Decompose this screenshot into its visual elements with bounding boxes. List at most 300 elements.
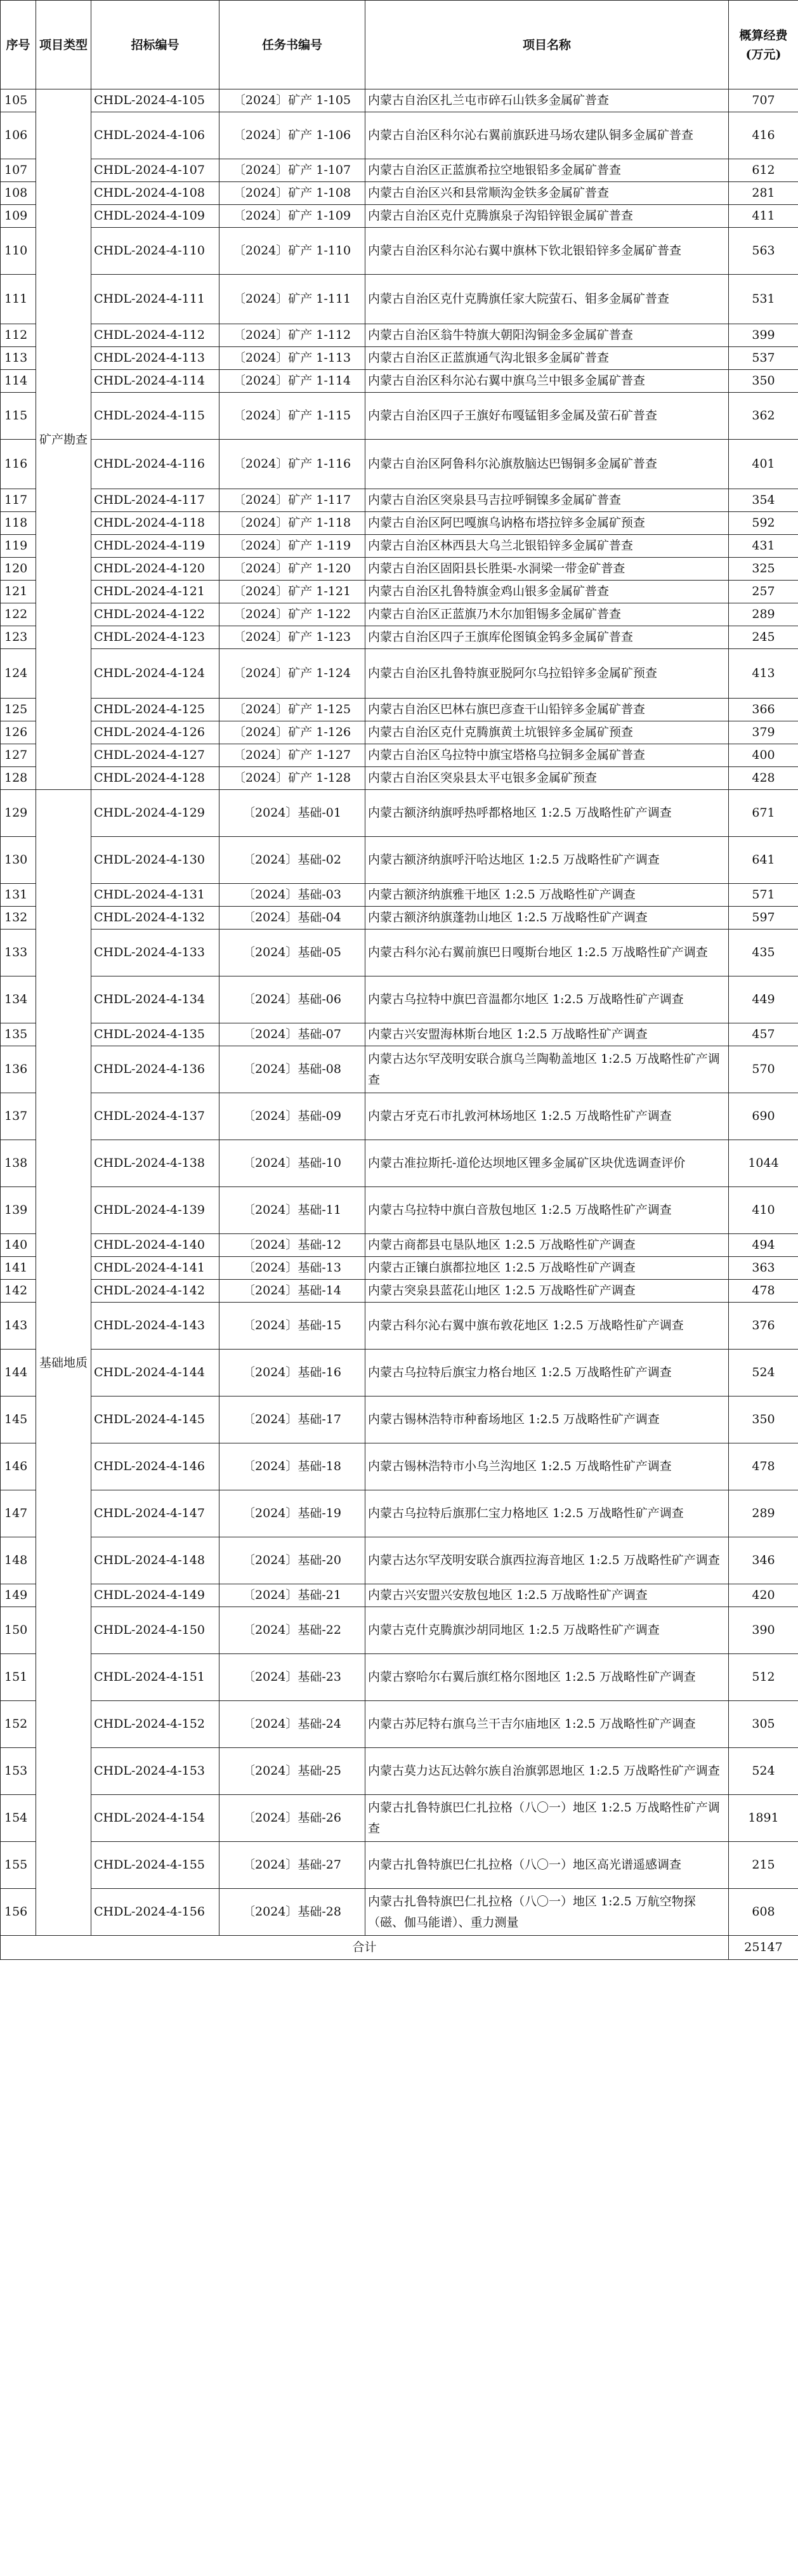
row-project-name: 内蒙古克什克腾旗沙胡同地区 1:2.5 万战略性矿产调查 (365, 1607, 729, 1654)
row-budget: 400 (729, 744, 798, 767)
row-task-number: 〔2024〕基础-12 (219, 1234, 365, 1257)
row-project-name: 内蒙古自治区固阳县长胜渠-水洞梁一带金矿普查 (365, 558, 729, 581)
row-task-number: 〔2024〕基础-09 (219, 1093, 365, 1140)
row-project-name: 内蒙古自治区克什克腾旗任家大院萤石、钼多金属矿普查 (365, 275, 729, 324)
row-budget: 350 (729, 1396, 798, 1443)
row-budget: 1044 (729, 1140, 798, 1187)
row-task-number: 〔2024〕矿产 1-119 (219, 535, 365, 558)
row-bid-number: CHDL-2024-4-118 (91, 512, 219, 535)
row-seq: 111 (1, 275, 36, 324)
row-seq: 130 (1, 837, 36, 884)
row-task-number: 〔2024〕基础-27 (219, 1842, 365, 1889)
row-budget: 563 (729, 228, 798, 275)
row-task-number: 〔2024〕矿产 1-128 (219, 767, 365, 790)
row-budget: 413 (729, 649, 798, 699)
row-project-name: 内蒙古额济纳旗雅干地区 1:2.5 万战略性矿产调查 (365, 884, 729, 907)
row-seq: 150 (1, 1607, 36, 1654)
row-bid-number: CHDL-2024-4-138 (91, 1140, 219, 1187)
row-task-number: 〔2024〕基础-11 (219, 1187, 365, 1234)
table-row (1, 1140, 798, 1187)
row-bid-number: CHDL-2024-4-110 (91, 228, 219, 275)
row-bid-number: CHDL-2024-4-143 (91, 1303, 219, 1350)
row-bid-number: CHDL-2024-4-117 (91, 489, 219, 512)
row-bid-number: CHDL-2024-4-134 (91, 976, 219, 1023)
row-budget: 390 (729, 1607, 798, 1654)
row-task-number: 〔2024〕基础-24 (219, 1701, 365, 1748)
row-project-name: 内蒙古锡林浩特市种畜场地区 1:2.5 万战略性矿产调查 (365, 1396, 729, 1443)
table-row (1, 699, 798, 721)
row-budget: 531 (729, 275, 798, 324)
row-task-number: 〔2024〕矿产 1-127 (219, 744, 365, 767)
row-bid-number: CHDL-2024-4-111 (91, 275, 219, 324)
row-task-number: 〔2024〕基础-03 (219, 884, 365, 907)
row-bid-number: CHDL-2024-4-144 (91, 1350, 219, 1396)
row-budget: 524 (729, 1748, 798, 1795)
row-bid-number: CHDL-2024-4-136 (91, 1046, 219, 1093)
row-bid-number: CHDL-2024-4-106 (91, 112, 219, 159)
table-row (1, 275, 798, 324)
table-row (1, 205, 798, 228)
header-row (1, 1, 798, 89)
row-project-name: 内蒙古突泉县蓝花山地区 1:2.5 万战略性矿产调查 (365, 1280, 729, 1303)
row-bid-number: CHDL-2024-4-155 (91, 1842, 219, 1889)
row-seq: 128 (1, 767, 36, 790)
row-bid-number: CHDL-2024-4-149 (91, 1584, 219, 1607)
row-bid-number: CHDL-2024-4-140 (91, 1234, 219, 1257)
row-task-number: 〔2024〕矿产 1-111 (219, 275, 365, 324)
row-project-name: 内蒙古自治区扎鲁特旗金鸡山银多金属矿普查 (365, 581, 729, 603)
row-seq: 143 (1, 1303, 36, 1350)
table-row (1, 884, 798, 907)
row-task-number: 〔2024〕矿产 1-120 (219, 558, 365, 581)
table-row (1, 744, 798, 767)
row-bid-number: CHDL-2024-4-115 (91, 393, 219, 440)
row-bid-number: CHDL-2024-4-150 (91, 1607, 219, 1654)
row-project-name: 内蒙古兴安盟海林斯台地区 1:2.5 万战略性矿产调查 (365, 1023, 729, 1046)
row-budget: 449 (729, 976, 798, 1023)
row-seq: 133 (1, 930, 36, 976)
row-project-name: 内蒙古达尔罕茂明安联合旗西拉海音地区 1:2.5 万战略性矿产调查 (365, 1537, 729, 1584)
row-project-name: 内蒙古科尔沁右翼中旗布敦花地区 1:2.5 万战略性矿产调查 (365, 1303, 729, 1350)
header-type: 项目类型 (36, 1, 91, 89)
table-row (1, 1046, 798, 1093)
row-task-number: 〔2024〕基础-14 (219, 1280, 365, 1303)
row-budget: 281 (729, 182, 798, 205)
row-project-name: 内蒙古自治区乌拉特中旗宝塔格乌拉铜多金属矿普查 (365, 744, 729, 767)
row-seq: 107 (1, 159, 36, 182)
row-budget: 363 (729, 1257, 798, 1280)
row-project-name: 内蒙古达尔罕茂明安联合旗乌兰陶勒盖地区 1:2.5 万战略性矿产调查 (365, 1046, 729, 1093)
row-project-name: 内蒙古乌拉特后旗那仁宝力格地区 1:2.5 万战略性矿产调查 (365, 1490, 729, 1537)
table-row (1, 112, 798, 159)
row-seq: 108 (1, 182, 36, 205)
row-task-number: 〔2024〕矿产 1-117 (219, 489, 365, 512)
table-row (1, 603, 798, 626)
row-project-name: 内蒙古自治区兴和县常顺沟金铁多金属矿普查 (365, 182, 729, 205)
row-project-name: 内蒙古锡林浩特市小乌兰沟地区 1:2.5 万战略性矿产调查 (365, 1443, 729, 1490)
table-row (1, 1093, 798, 1140)
row-project-name: 内蒙古扎鲁特旗巴仁扎拉格（八〇一）地区 1:2.5 万战略性矿产调查 (365, 1795, 729, 1842)
row-budget: 494 (729, 1234, 798, 1257)
row-project-name: 内蒙古自治区四子王旗库伦图镇金钨多金属矿普查 (365, 626, 729, 649)
row-bid-number: CHDL-2024-4-131 (91, 884, 219, 907)
row-task-number: 〔2024〕基础-18 (219, 1443, 365, 1490)
row-project-name: 内蒙古自治区科尔沁右翼中旗林下钦北银铅锌多金属矿普查 (365, 228, 729, 275)
row-seq: 147 (1, 1490, 36, 1537)
row-bid-number: CHDL-2024-4-141 (91, 1257, 219, 1280)
table-row (1, 1443, 798, 1490)
row-bid-number: CHDL-2024-4-113 (91, 347, 219, 370)
row-seq: 144 (1, 1350, 36, 1396)
table-row (1, 370, 798, 393)
table-row (1, 907, 798, 930)
row-seq: 109 (1, 205, 36, 228)
row-project-name: 内蒙古自治区正蓝旗通气沟北银多金属矿普查 (365, 347, 729, 370)
total-label: 合计 (1, 1936, 729, 1960)
row-task-number: 〔2024〕矿产 1-122 (219, 603, 365, 626)
row-bid-number: CHDL-2024-4-152 (91, 1701, 219, 1748)
row-seq: 153 (1, 1748, 36, 1795)
row-seq: 121 (1, 581, 36, 603)
row-bid-number: CHDL-2024-4-112 (91, 324, 219, 347)
row-task-number: 〔2024〕基础-02 (219, 837, 365, 884)
row-bid-number: CHDL-2024-4-142 (91, 1280, 219, 1303)
row-project-name: 内蒙古兴安盟兴安敖包地区 1:2.5 万战略性矿产调查 (365, 1584, 729, 1607)
row-project-name: 内蒙古乌拉特中旗巴音温都尔地区 1:2.5 万战略性矿产调查 (365, 976, 729, 1023)
row-task-number: 〔2024〕矿产 1-125 (219, 699, 365, 721)
row-task-number: 〔2024〕基础-21 (219, 1584, 365, 1607)
table-row (1, 89, 798, 112)
row-task-number: 〔2024〕基础-17 (219, 1396, 365, 1443)
row-project-name: 内蒙古额济纳旗呼汗哈达地区 1:2.5 万战略性矿产调查 (365, 837, 729, 884)
row-bid-number: CHDL-2024-4-109 (91, 205, 219, 228)
row-budget: 362 (729, 393, 798, 440)
table-row (1, 767, 798, 790)
row-bid-number: CHDL-2024-4-125 (91, 699, 219, 721)
row-seq: 110 (1, 228, 36, 275)
table-row (1, 1607, 798, 1654)
row-bid-number: CHDL-2024-4-133 (91, 930, 219, 976)
row-seq: 116 (1, 440, 36, 489)
row-task-number: 〔2024〕矿产 1-110 (219, 228, 365, 275)
row-project-name: 内蒙古苏尼特右旗乌兰干吉尔庙地区 1:2.5 万战略性矿产调查 (365, 1701, 729, 1748)
row-task-number: 〔2024〕矿产 1-115 (219, 393, 365, 440)
table-row (1, 1187, 798, 1234)
row-task-number: 〔2024〕基础-13 (219, 1257, 365, 1280)
row-project-name: 内蒙古准拉斯托-道伦达坝地区锂多金属矿区块优选调查评价 (365, 1140, 729, 1187)
project-type-cell: 基础地质 (36, 790, 91, 1936)
row-bid-number: CHDL-2024-4-147 (91, 1490, 219, 1537)
table-row (1, 1584, 798, 1607)
row-project-name: 内蒙古扎鲁特旗巴仁扎拉格（八〇一）地区高光谱遥感调查 (365, 1842, 729, 1889)
row-budget: 428 (729, 767, 798, 790)
row-project-name: 内蒙古乌拉特中旗白音敖包地区 1:2.5 万战略性矿产调查 (365, 1187, 729, 1234)
row-task-number: 〔2024〕矿产 1-124 (219, 649, 365, 699)
row-seq: 131 (1, 884, 36, 907)
row-bid-number: CHDL-2024-4-137 (91, 1093, 219, 1140)
table-row (1, 649, 798, 699)
row-seq: 142 (1, 1280, 36, 1303)
row-bid-number: CHDL-2024-4-156 (91, 1889, 219, 1936)
row-task-number: 〔2024〕矿产 1-113 (219, 347, 365, 370)
row-seq: 106 (1, 112, 36, 159)
table-body (1, 89, 798, 1936)
row-task-number: 〔2024〕基础-26 (219, 1795, 365, 1842)
row-bid-number: CHDL-2024-4-114 (91, 370, 219, 393)
row-bid-number: CHDL-2024-4-146 (91, 1443, 219, 1490)
row-seq: 113 (1, 347, 36, 370)
project-type-cell: 矿产勘查 (36, 89, 91, 790)
table-row (1, 1350, 798, 1396)
row-task-number: 〔2024〕矿产 1-106 (219, 112, 365, 159)
row-budget: 690 (729, 1093, 798, 1140)
row-task-number: 〔2024〕矿产 1-114 (219, 370, 365, 393)
row-project-name: 内蒙古自治区阿鲁科尔沁旗敖脑达巴锡铜多金属矿普查 (365, 440, 729, 489)
row-bid-number: CHDL-2024-4-120 (91, 558, 219, 581)
row-project-name: 内蒙古自治区林西县大乌兰北银铅锌多金属矿普查 (365, 535, 729, 558)
row-budget: 641 (729, 837, 798, 884)
row-budget: 257 (729, 581, 798, 603)
row-seq: 137 (1, 1093, 36, 1140)
row-seq: 124 (1, 649, 36, 699)
row-bid-number: CHDL-2024-4-139 (91, 1187, 219, 1234)
row-project-name: 内蒙古牙克石市扎敦河林场地区 1:2.5 万战略性矿产调查 (365, 1093, 729, 1140)
row-budget: 416 (729, 112, 798, 159)
row-project-name: 内蒙古自治区突泉县太平屯银多金属矿预查 (365, 767, 729, 790)
row-task-number: 〔2024〕基础-07 (219, 1023, 365, 1046)
row-seq: 114 (1, 370, 36, 393)
row-seq: 141 (1, 1257, 36, 1280)
row-seq: 148 (1, 1537, 36, 1584)
row-project-name: 内蒙古扎鲁特旗巴仁扎拉格（八〇一）地区 1:2.5 万航空物探（磁、伽马能谱）、重力测量 (365, 1889, 729, 1936)
table-row (1, 228, 798, 275)
table-row (1, 1748, 798, 1795)
table-row (1, 1280, 798, 1303)
row-project-name: 内蒙古额济纳旗呼热呼都格地区 1:2.5 万战略性矿产调查 (365, 790, 729, 837)
row-project-name: 内蒙古自治区阿巴嘎旗乌讷格布塔拉锌多金属矿预查 (365, 512, 729, 535)
row-seq: 123 (1, 626, 36, 649)
row-budget: 671 (729, 790, 798, 837)
header-project-name: 项目名称 (365, 1, 729, 89)
table-row (1, 837, 798, 884)
row-budget: 379 (729, 721, 798, 744)
row-seq: 120 (1, 558, 36, 581)
row-task-number: 〔2024〕矿产 1-121 (219, 581, 365, 603)
row-task-number: 〔2024〕基础-20 (219, 1537, 365, 1584)
row-budget: 431 (729, 535, 798, 558)
row-budget: 570 (729, 1046, 798, 1093)
row-task-number: 〔2024〕矿产 1-108 (219, 182, 365, 205)
header-task-number: 任务书编号 (219, 1, 365, 89)
row-budget: 410 (729, 1187, 798, 1234)
row-bid-number: CHDL-2024-4-116 (91, 440, 219, 489)
total-row (1, 1936, 798, 1960)
row-task-number: 〔2024〕矿产 1-116 (219, 440, 365, 489)
table-row (1, 1701, 798, 1748)
row-task-number: 〔2024〕基础-05 (219, 930, 365, 976)
row-project-name: 内蒙古自治区克什克腾旗泉子沟铅锌银金属矿普查 (365, 205, 729, 228)
row-budget: 289 (729, 1490, 798, 1537)
table-row (1, 1234, 798, 1257)
row-seq: 139 (1, 1187, 36, 1234)
table-row (1, 512, 798, 535)
row-budget: 289 (729, 603, 798, 626)
row-project-name: 内蒙古商都县屯垦队地区 1:2.5 万战略性矿产调查 (365, 1234, 729, 1257)
row-task-number: 〔2024〕基础-19 (219, 1490, 365, 1537)
row-project-name: 内蒙古自治区正蓝旗希拉空地银铅多金属矿普查 (365, 159, 729, 182)
table-row (1, 1396, 798, 1443)
row-seq: 112 (1, 324, 36, 347)
row-seq: 140 (1, 1234, 36, 1257)
row-budget: 325 (729, 558, 798, 581)
row-project-name: 内蒙古自治区正蓝旗乃木尔加钼锡多金属矿普查 (365, 603, 729, 626)
row-budget: 571 (729, 884, 798, 907)
row-project-name: 内蒙古自治区四子王旗好布嘎锰钼多金属及萤石矿普查 (365, 393, 729, 440)
row-budget: 597 (729, 907, 798, 930)
row-bid-number: CHDL-2024-4-153 (91, 1748, 219, 1795)
row-task-number: 〔2024〕基础-06 (219, 976, 365, 1023)
table-row (1, 626, 798, 649)
row-seq: 132 (1, 907, 36, 930)
row-bid-number: CHDL-2024-4-145 (91, 1396, 219, 1443)
header-bid-number: 招标编号 (91, 1, 219, 89)
row-project-name: 内蒙古自治区巴林右旗巴彦查干山铅锌多金属矿普查 (365, 699, 729, 721)
row-task-number: 〔2024〕基础-16 (219, 1350, 365, 1396)
row-task-number: 〔2024〕矿产 1-112 (219, 324, 365, 347)
row-seq: 126 (1, 721, 36, 744)
row-task-number: 〔2024〕矿产 1-105 (219, 89, 365, 112)
row-bid-number: CHDL-2024-4-151 (91, 1654, 219, 1701)
table-row (1, 721, 798, 744)
table-row (1, 558, 798, 581)
row-budget: 457 (729, 1023, 798, 1046)
row-bid-number: CHDL-2024-4-122 (91, 603, 219, 626)
row-budget: 512 (729, 1654, 798, 1701)
row-bid-number: CHDL-2024-4-123 (91, 626, 219, 649)
row-project-name: 内蒙古察哈尔右翼后旗红格尔图地区 1:2.5 万战略性矿产调查 (365, 1654, 729, 1701)
row-budget: 411 (729, 205, 798, 228)
row-seq: 119 (1, 535, 36, 558)
table-row (1, 1889, 798, 1936)
row-project-name: 内蒙古自治区克什克腾旗黄土坑银锌多金属矿预查 (365, 721, 729, 744)
row-task-number: 〔2024〕基础-22 (219, 1607, 365, 1654)
row-seq: 136 (1, 1046, 36, 1093)
row-task-number: 〔2024〕矿产 1-109 (219, 205, 365, 228)
row-seq: 149 (1, 1584, 36, 1607)
table-row (1, 1795, 798, 1842)
row-bid-number: CHDL-2024-4-154 (91, 1795, 219, 1842)
row-bid-number: CHDL-2024-4-132 (91, 907, 219, 930)
row-seq: 152 (1, 1701, 36, 1748)
row-seq: 146 (1, 1443, 36, 1490)
row-budget: 478 (729, 1280, 798, 1303)
table-row (1, 930, 798, 976)
row-project-name: 内蒙古自治区扎兰屯市碎石山铁多金属矿普查 (365, 89, 729, 112)
table-row (1, 347, 798, 370)
table-row (1, 159, 798, 182)
row-budget: 399 (729, 324, 798, 347)
row-project-name: 内蒙古莫力达瓦达斡尔族自治旗郭恩地区 1:2.5 万战略性矿产调查 (365, 1748, 729, 1795)
table-row (1, 581, 798, 603)
table-row (1, 182, 798, 205)
row-bid-number: CHDL-2024-4-148 (91, 1537, 219, 1584)
row-task-number: 〔2024〕矿产 1-126 (219, 721, 365, 744)
row-project-name: 内蒙古科尔沁右翼前旗巴日嘎斯台地区 1:2.5 万战略性矿产调查 (365, 930, 729, 976)
row-bid-number: CHDL-2024-4-119 (91, 535, 219, 558)
row-seq: 156 (1, 1889, 36, 1936)
table-row (1, 790, 798, 837)
row-seq: 125 (1, 699, 36, 721)
row-seq: 127 (1, 744, 36, 767)
row-task-number: 〔2024〕矿产 1-123 (219, 626, 365, 649)
row-bid-number: CHDL-2024-4-121 (91, 581, 219, 603)
row-task-number: 〔2024〕基础-04 (219, 907, 365, 930)
row-task-number: 〔2024〕基础-15 (219, 1303, 365, 1350)
row-budget: 350 (729, 370, 798, 393)
row-seq: 151 (1, 1654, 36, 1701)
table-row (1, 1257, 798, 1280)
row-budget: 592 (729, 512, 798, 535)
row-project-name: 内蒙古自治区科尔沁右翼中旗乌兰中银多金属矿普查 (365, 370, 729, 393)
header-budget: 概算经费(万元) (729, 1, 798, 89)
table-row (1, 324, 798, 347)
table-row (1, 489, 798, 512)
row-budget: 346 (729, 1537, 798, 1584)
row-seq: 118 (1, 512, 36, 535)
table-row (1, 1303, 798, 1350)
row-task-number: 〔2024〕矿产 1-118 (219, 512, 365, 535)
row-budget: 524 (729, 1350, 798, 1396)
row-seq: 138 (1, 1140, 36, 1187)
row-bid-number: CHDL-2024-4-107 (91, 159, 219, 182)
table-row (1, 1842, 798, 1889)
row-project-name: 内蒙古自治区扎鲁特旗亚脱阿尔乌拉铅锌多金属矿预查 (365, 649, 729, 699)
row-task-number: 〔2024〕基础-08 (219, 1046, 365, 1093)
row-budget: 215 (729, 1842, 798, 1889)
row-task-number: 〔2024〕矿产 1-107 (219, 159, 365, 182)
row-budget: 305 (729, 1701, 798, 1748)
row-seq: 145 (1, 1396, 36, 1443)
table-row (1, 1537, 798, 1584)
row-project-name: 内蒙古自治区科尔沁右翼前旗跃进马场农建队铜多金属矿普查 (365, 112, 729, 159)
table-row (1, 1654, 798, 1701)
row-project-name: 内蒙古正镶白旗都拉地区 1:2.5 万战略性矿产调查 (365, 1257, 729, 1280)
row-budget: 478 (729, 1443, 798, 1490)
row-task-number: 〔2024〕基础-25 (219, 1748, 365, 1795)
row-seq: 154 (1, 1795, 36, 1842)
row-seq: 134 (1, 976, 36, 1023)
table-row (1, 535, 798, 558)
row-bid-number: CHDL-2024-4-129 (91, 790, 219, 837)
table-row (1, 976, 798, 1023)
row-seq: 117 (1, 489, 36, 512)
table-row (1, 1023, 798, 1046)
row-project-name: 内蒙古额济纳旗蓬勃山地区 1:2.5 万战略性矿产调查 (365, 907, 729, 930)
header-seq: 序号 (1, 1, 36, 89)
row-budget: 435 (729, 930, 798, 976)
row-project-name: 内蒙古自治区翁牛特旗大朝阳沟铜金多金属矿普查 (365, 324, 729, 347)
row-project-name: 内蒙古乌拉特后旗宝力格台地区 1:2.5 万战略性矿产调查 (365, 1350, 729, 1396)
row-budget: 612 (729, 159, 798, 182)
row-seq: 155 (1, 1842, 36, 1889)
row-budget: 608 (729, 1889, 798, 1936)
row-seq: 122 (1, 603, 36, 626)
row-bid-number: CHDL-2024-4-124 (91, 649, 219, 699)
row-budget: 376 (729, 1303, 798, 1350)
row-budget: 245 (729, 626, 798, 649)
row-budget: 537 (729, 347, 798, 370)
row-budget: 354 (729, 489, 798, 512)
